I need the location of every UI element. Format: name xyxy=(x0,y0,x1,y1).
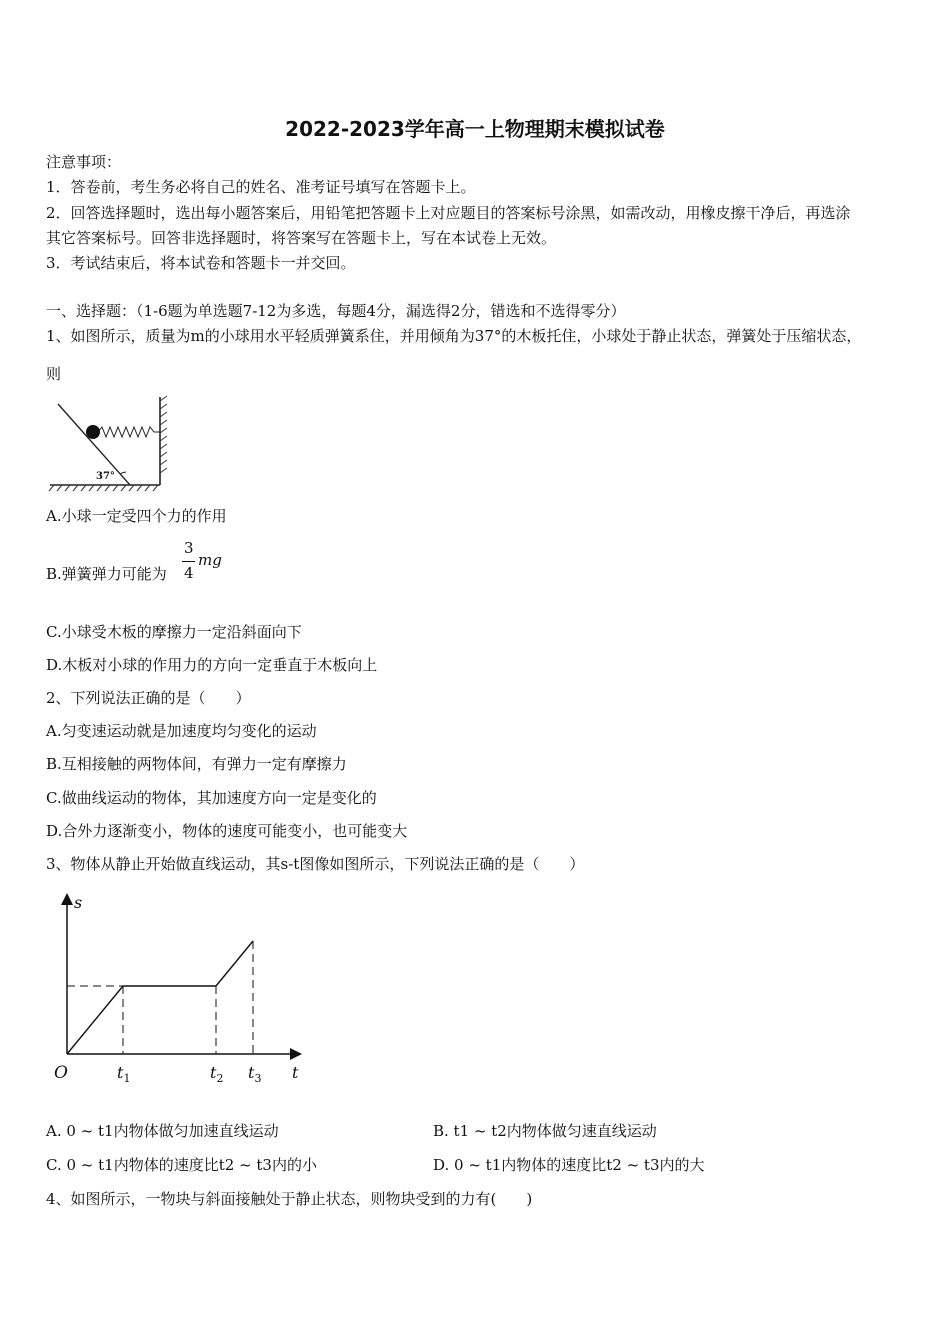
x-axis-label: t xyxy=(292,1063,299,1082)
incline-board xyxy=(58,404,130,485)
q2-option-a: A.匀变速运动就是加速度均匀变化的运动 xyxy=(46,722,317,740)
svg-text:t2: $t_2$ xyxy=(210,1063,224,1085)
q1-stem-cont: 则 xyxy=(46,365,62,383)
q1-option-d: D.木板对小球的作用力的方向一定垂直于木板向上 xyxy=(46,656,378,674)
q3-option-a: A. 0 ~ t1内物体做匀加速直线运动 xyxy=(46,1122,279,1140)
q1-option-b-denominator: 4 xyxy=(184,564,194,582)
q1-option-a: A.小球一定受四个力的作用 xyxy=(46,507,227,525)
q4-stem: 4、如图所示，一物块与斜面接触处于静止状态，则物块受到的力有( ) xyxy=(46,1190,533,1208)
notice-item-2: 2．回答选择题时，选出每小题答案后，用铅笔把答题卡上对应题目的答案标号涂黑，如需改动，用橡皮擦干净后，再选涂 xyxy=(46,204,851,222)
spring xyxy=(98,427,160,437)
q1-figure xyxy=(46,393,176,493)
q3-option-b: B. t1 ~ t2内物体做匀速直线运动 xyxy=(433,1122,657,1140)
ground-hatching xyxy=(49,485,158,491)
q2-option-b: B.互相接触的两物体间，有弹力一定有摩擦力 xyxy=(46,755,347,773)
q1-option-b-numerator: 3 xyxy=(184,539,194,557)
svg-text:t3: $t_3$ xyxy=(248,1063,262,1085)
section-heading: 一、选择题：（1-6题为单选题7-12为多选，每题4分，漏选得2分，错选和不选得零分） xyxy=(46,302,626,320)
q1-stem: 1、如图所示，质量为m的小球用水平轻质弹簧系住，并用倾角为37°的木板托住，小球处于静止状态，弹簧处于压缩状态， xyxy=(46,327,862,345)
q1-option-b-mg: mg xyxy=(198,551,222,569)
s-t-curve xyxy=(67,941,253,1054)
wall-hatching xyxy=(160,396,167,473)
tick-t3 xyxy=(248,1063,261,1085)
notice-item-3: 3．考试结束后，将本试卷和答题卡一并交回。 xyxy=(46,254,356,272)
page-title: 2022-2023学年高一上物理期末模拟试卷 xyxy=(285,117,665,141)
q3-stem: 3、物体从静止开始做直线运动，其s-t图像如图所示，下列说法正确的是（ ） xyxy=(46,855,585,873)
svg-text:t1: $t_1$ xyxy=(117,1063,131,1085)
tick-t2 xyxy=(210,1063,223,1085)
q3-option-c: C. 0 ~ t1内物体的速度比t2 ~ t3内的小 xyxy=(46,1156,317,1174)
q3-st-graph xyxy=(46,888,316,1098)
tick-t1 xyxy=(117,1063,130,1085)
q2-option-c: C.做曲线运动的物体，其加速度方向一定是变化的 xyxy=(46,789,377,807)
fraction-bar xyxy=(182,561,195,562)
y-axis-label: s xyxy=(74,893,83,912)
notice-heading: 注意事项： xyxy=(46,153,122,171)
notice-item-2-cont: 其它答案标号。回答非选择题时，将答案写在答题卡上，写在本试卷上无效。 xyxy=(46,229,557,247)
origin-label: O xyxy=(54,1063,68,1083)
q2-option-d: D.合外力逐渐变小，物体的速度可能变小，也可能变大 xyxy=(46,822,408,840)
q3-option-d: D. 0 ~ t1内物体的速度比t2 ~ t3内的大 xyxy=(433,1156,705,1174)
q1-option-c: C.小球受木板的摩擦力一定沿斜面向下 xyxy=(46,623,302,641)
q2-stem: 2、下列说法正确的是（ ） xyxy=(46,689,251,707)
q1-option-b-prefix: B.弹簧弹力可能为 xyxy=(46,565,167,583)
angle-arc xyxy=(120,472,126,474)
angle-label: 37° xyxy=(96,471,115,482)
ball xyxy=(86,425,100,439)
notice-item-1: 1．答卷前，考生务必将自己的姓名、准考证号填写在答题卡上。 xyxy=(46,178,476,196)
